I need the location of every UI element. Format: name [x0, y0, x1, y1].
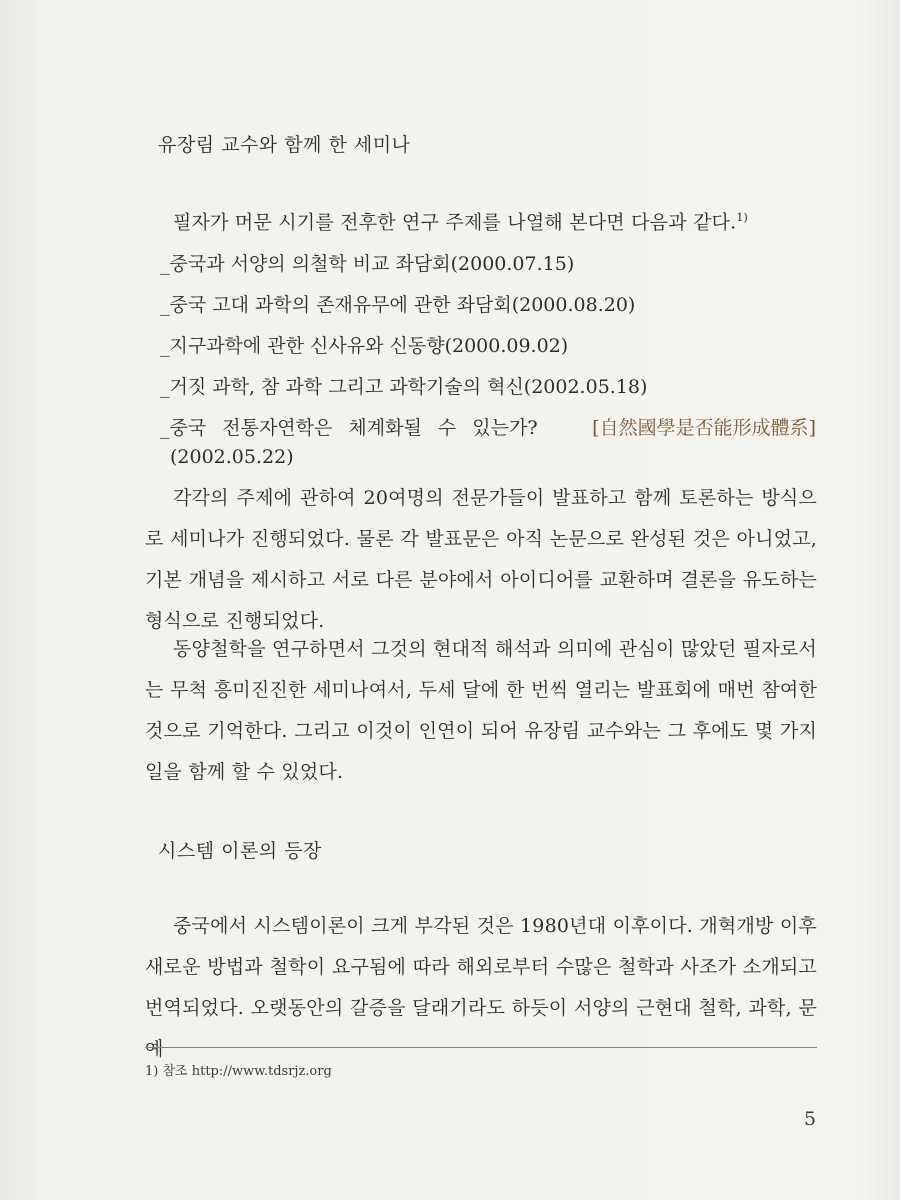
topic-item-1: _중국과 서양의 의철학 비교 좌담회(2000.07.15) — [160, 253, 575, 275]
paragraph-seminar-format-text: 각각의 주제에 관하여 20여명의 전문가들이 발표하고 함께 토론하는 방식으로 세미나가 진행되었다. 물론 각 발표문은 아직 논문으로 완성된 것은 아니었고, 기본 개념을 제시하고 서로 다른 분야에서 아이디어를 교환하며 결론을 유도하는 형식으로 진행되었다. — [145, 487, 817, 632]
paragraph-system-theory — [145, 906, 817, 1070]
topic-item-5-hanja: [自然國學是否能形成體系] — [592, 417, 816, 439]
page-number: 5 — [804, 1108, 817, 1130]
topic-item-3: _지구과학에 관한 신사유와 신동향(2000.09.02) — [160, 335, 569, 357]
section-title-seminar: 유장림 교수와 함께 한 세미나 — [158, 134, 411, 156]
paragraph-system-theory-text: 중국에서 시스템이론이 크게 부각된 것은 1980년대 이후이다. 개혁개방 이후 새로운 방법과 철학이 요구됨에 따라 해외로부터 수많은 철학과 사조가 소개되고 번역되었다. 오랫동안의 갈증을 달래기라도 하듯이 서양의 근현대 철학, 과학, 문예 — [145, 915, 817, 1060]
paragraph-seminar-memory-text: 동양철학을 연구하면서 그것의 현대적 해석과 의미에 관심이 많았던 필자로서는 무척 흥미진진한 세미나여서, 두세 달에 한 번씩 열리는 발표회에 매번 참여한 것으로 기억한다. 그리고 이것이 인연이 되어 유장림 교수와는 그 후에도 몇 가지 일을 함께 할 수 있었다. — [145, 638, 817, 783]
footnote-divider — [145, 1047, 817, 1048]
topic-item-5-date: (2002.05.22) — [170, 446, 294, 468]
topic-item-2: _중국 고대 과학의 존재유무에 관한 좌담회(2000.08.20) — [160, 294, 636, 316]
intro-sentence — [145, 197, 817, 243]
section-title-system-theory: 시스템 이론의 등장 — [158, 840, 322, 862]
topic-item-5 — [160, 413, 816, 440]
intro-text: 필자가 머문 시기를 전후한 연구 주제를 나열해 본다면 다음과 같다. — [173, 211, 737, 234]
topic-item-4: _거짓 과학, 참 과학 그리고 과학기술의 혁신(2002.05.18) — [160, 376, 648, 398]
paragraph-seminar-memory — [145, 629, 817, 793]
topic-item-5-text: _중국 전통자연학은 체계화될 수 있는가? — [160, 417, 538, 439]
footnote: 1) 참조 http://www.tdsrjz.org — [145, 1064, 332, 1079]
footnote-ref: 1) — [736, 211, 749, 224]
paragraph-seminar-format — [145, 478, 817, 642]
